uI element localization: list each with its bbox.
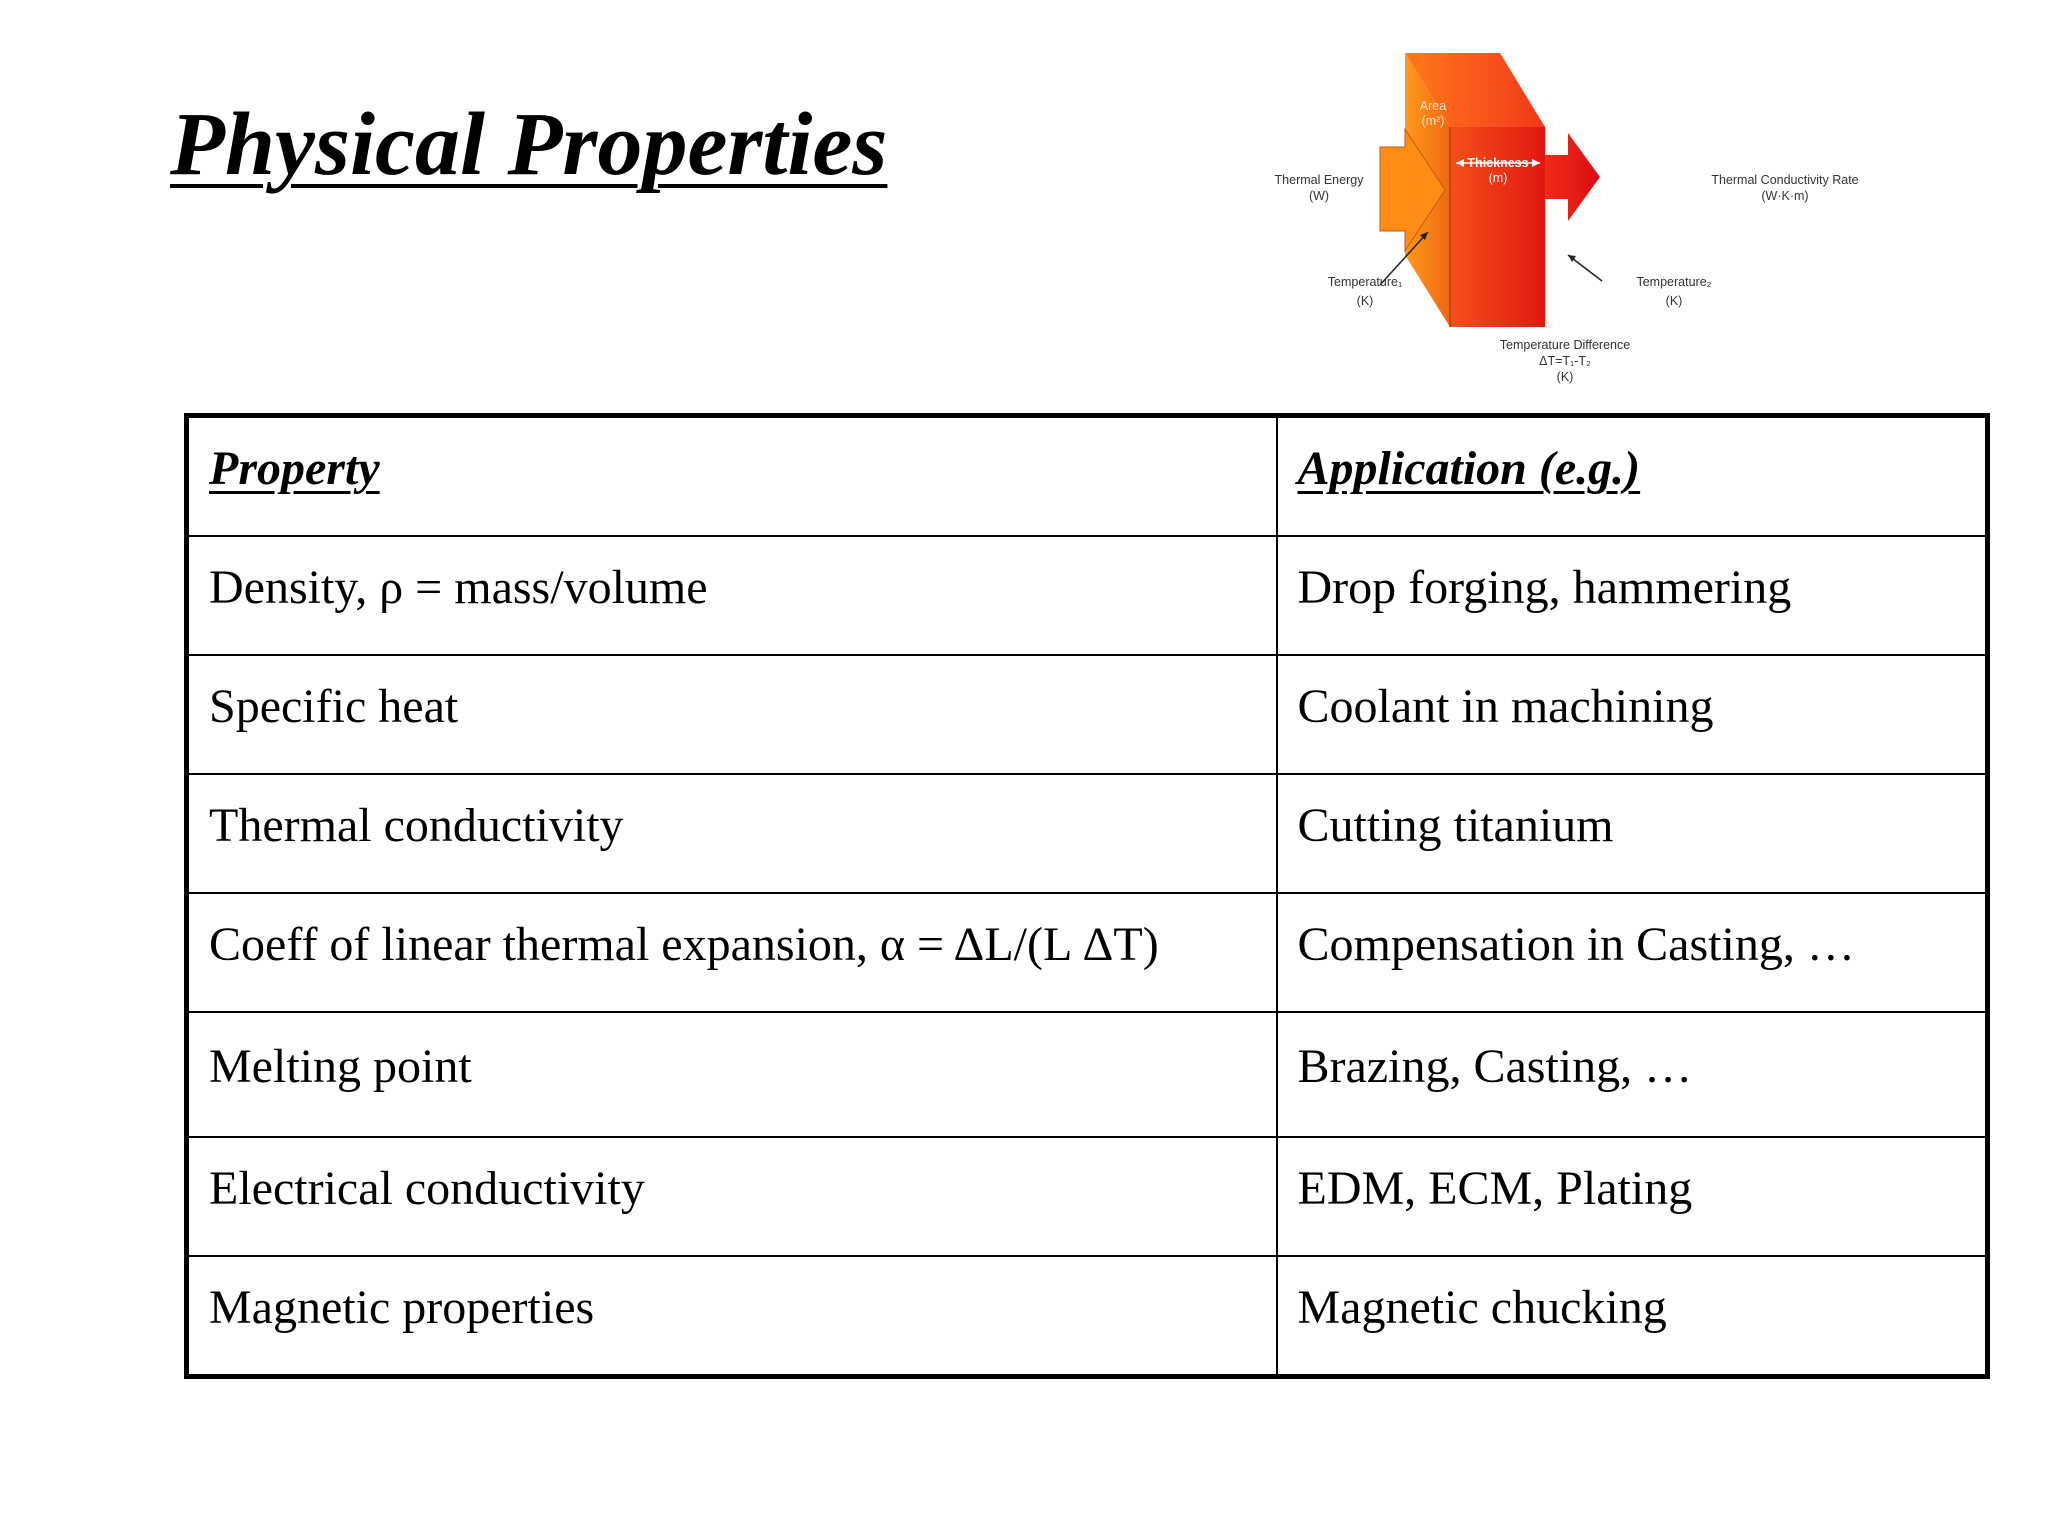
svg-text:Area: Area [1419, 99, 1447, 113]
svg-text:(W): (W) [1308, 189, 1330, 203]
application-cell: Drop forging, hammering [1277, 536, 1988, 655]
svg-text:Thermal Conductivity Rate: Thermal Conductivity Rate [1711, 173, 1859, 187]
application-cell: Compensation in Casting, … [1277, 893, 1988, 1012]
property-cell: Melting point [187, 1012, 1277, 1137]
svg-text:(m): (m) [1488, 171, 1508, 185]
application-cell: Cutting titanium [1277, 774, 1988, 893]
svg-text:(K): (K) [1556, 370, 1574, 384]
svg-text:Temperature₁: Temperature₁ [1327, 275, 1403, 289]
property-cell: Density, ρ = mass/volume [187, 536, 1277, 655]
application-cell: Magnetic chucking [1277, 1256, 1988, 1377]
table-row [187, 536, 1988, 655]
application-cell: Brazing, Casting, … [1277, 1012, 1988, 1137]
header-application: Application (e.g.) [1277, 416, 1988, 537]
svg-text:(m²): (m²) [1421, 114, 1445, 128]
table-header-row [187, 416, 1988, 537]
table-row [187, 1137, 1988, 1256]
thermal-conductivity-diagram [1270, 45, 1875, 395]
svg-text:(W·K·m): (W·K·m) [1761, 189, 1809, 203]
svg-text:Temperature₂: Temperature₂ [1636, 275, 1712, 289]
svg-text:Thickness: Thickness [1467, 156, 1529, 170]
svg-text:Temperature Difference: Temperature Difference [1499, 338, 1631, 352]
svg-text:(K): (K) [1665, 294, 1683, 308]
svg-text:Thermal Energy: Thermal Energy [1274, 173, 1364, 187]
svg-text:ΔT=T₁-T₂: ΔT=T₁-T₂ [1539, 354, 1591, 368]
table-row [187, 774, 1988, 893]
slide-title: Physical Properties [170, 95, 888, 194]
property-cell: Electrical conductivity [187, 1137, 1277, 1256]
property-cell: Thermal conductivity [187, 774, 1277, 893]
heat-out-arrow [1545, 133, 1600, 221]
svg-text:(K): (K) [1356, 294, 1374, 308]
table-row [187, 893, 1988, 1012]
header-property: Property [187, 416, 1277, 537]
table-row [187, 1012, 1988, 1137]
table-row [187, 655, 1988, 774]
application-cell: EDM, ECM, Plating [1277, 1137, 1988, 1256]
application-cell: Coolant in machining [1277, 655, 1988, 774]
property-cell: Magnetic properties [187, 1256, 1277, 1377]
property-cell: Specific heat [187, 655, 1277, 774]
table-row [187, 1256, 1988, 1377]
property-cell: Coeff of linear thermal expansion, α = ΔL/(L ΔT) [187, 893, 1277, 1012]
properties-table [184, 413, 1990, 1379]
